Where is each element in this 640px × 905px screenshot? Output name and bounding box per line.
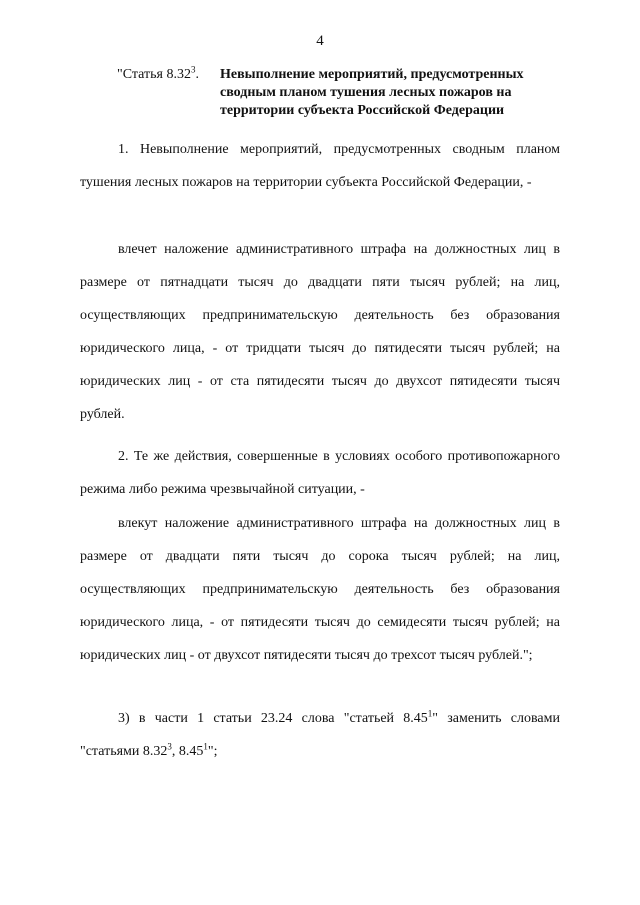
article-label-text: "Статья 8.32 (117, 67, 191, 82)
article-label-superscript: 3 (190, 64, 196, 75)
article-title-line: территории субъекта Российской Федерации (220, 103, 505, 118)
article-title (220, 66, 580, 120)
amendment-superscript: 1 (203, 741, 208, 752)
article-title-line: сводным планом тушения лесных пожаров на (220, 85, 512, 100)
paragraph-amendment-3 (80, 702, 560, 768)
amendment-text: " заменить словами "статьями 8.32 (80, 711, 560, 759)
amendment-superscript: 3 (167, 741, 172, 752)
amendment-superscript: 1 (427, 708, 433, 719)
amendment-text: 3) в части 1 статьи 23.24 слова "статьей 8.45 (118, 711, 428, 726)
article-label-period: . (195, 67, 199, 82)
amendment-text: , 8.45 (171, 744, 204, 759)
paragraph-part-1: 1. Невыполнение мероприятий, предусмотренных сводным планом тушения лесных пожаров на территории субъекта Российской Федерации, - (80, 142, 560, 190)
article-label (117, 66, 199, 84)
page-number: 4 (316, 33, 324, 49)
paragraph-part-2: 2. Те же действия, совершенные в условиях особого противопожарного режима либо режима чрезвычайной ситуации, - (80, 449, 560, 497)
article-title-line: Невыполнение мероприятий, предусмотренных (220, 67, 524, 82)
paragraph-penalty-1: влечет наложение административного штрафа на должностных лиц в размере от пятнадцати тысяч до двадцати пяти тысяч рублей; на лиц, осуществляющих предпринимательскую деятельность без образования юридического лица, - от тридцати тысяч до пятидесяти тысяч рублей; на юридических лиц - от ста пятидесяти тысяч до двухсот пятидесяти тысяч рублей. (80, 242, 560, 422)
paragraph-penalty-2: влекут наложение административного штрафа на должностных лиц в размере от двадцати пяти тысяч до сорока тысяч рублей; на лиц, осуществляющих предпринимательскую деятельность без образования юридического лица, - от пятидесяти тысяч до семидесяти тысяч рублей; на юридических лиц - от двухсот пятидесяти тысяч до трехсот тысяч рублей."; (80, 516, 560, 663)
amendment-text: "; (207, 744, 218, 759)
